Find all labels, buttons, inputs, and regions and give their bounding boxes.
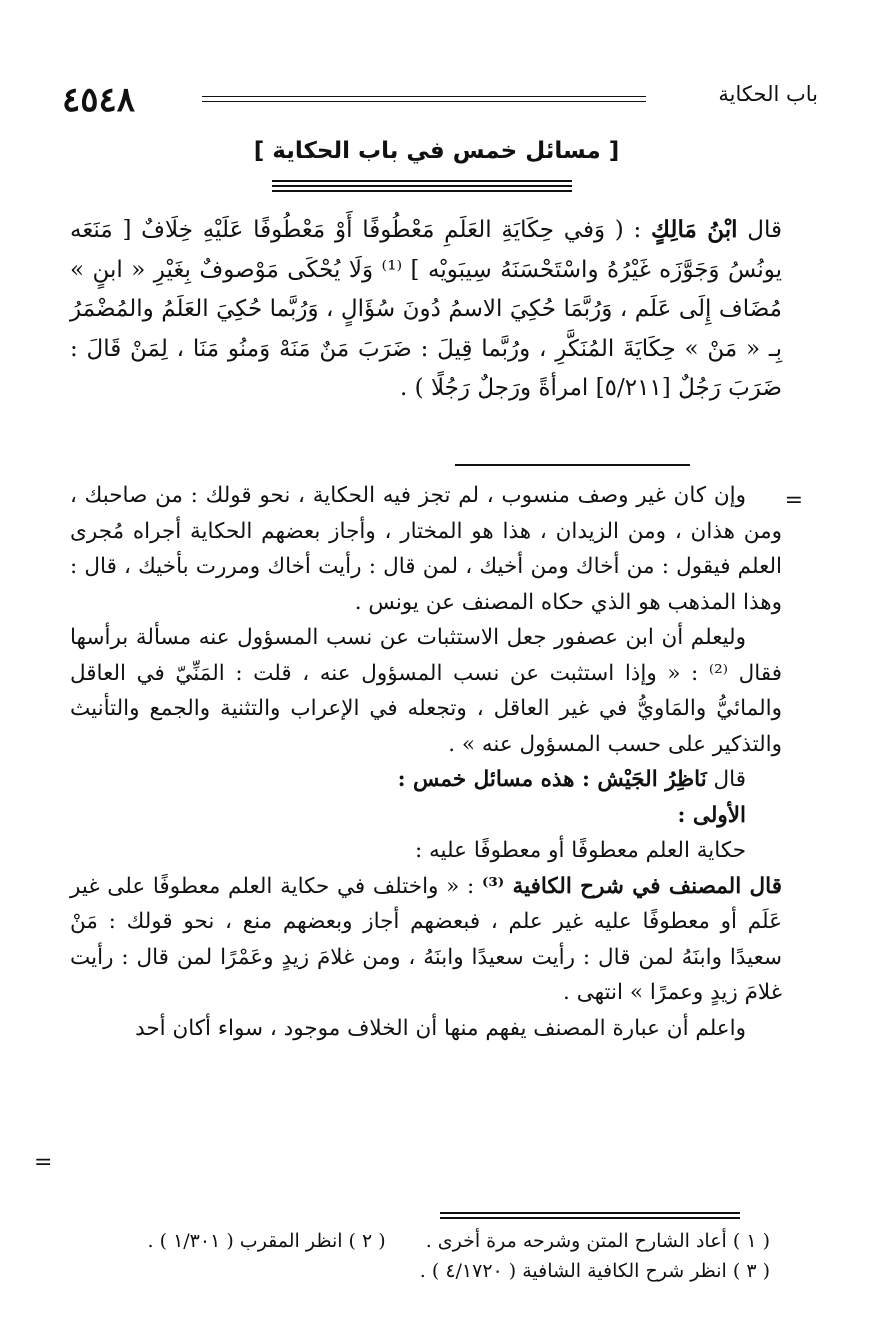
main-body: : ( وَفي حِكَايَةِ العَلَمِ مَعْطُوفًا أَوْ مَعْطُوفًا عَلَيْهِ خِلَافٌ [ مَنَعَه يونُسُ وَجَوَّزَه غَيْرُهُ واسْتَحْسَنَهُ سِيبَويْه ] ⁽¹⁾ وَلَا يُحْكَى مَوْصوفٌ بِغَيْرِ « ابنٍ » مُضَاف إِلَى عَلَم ، وَرُبَّمَا حُكِيَ الاسمُ دُونَ سُؤَالٍ ، وَرُبَّما حُكِيَ العَلَمُ والمُضْمَرُ بِـ « مَنْ » حِكَايَةَ المُنَكَّرِ ، ورُبَّما قِيلَ : ضَرَبَ مَنٌ مَنَهْ وَمنُو مَنَا ، لِمَنْ قَالَ : ضَرَبَ رَجُلٌ [٥/٢١١] امرأةً ورَجلٌ رَجُلًا ) . — [70, 217, 782, 401]
main-paragraph — [70, 210, 782, 409]
nazir-line — [70, 762, 782, 798]
chapter-title: باب الحكاية — [718, 82, 818, 106]
footnote-row — [130, 1256, 770, 1286]
main-lead: قال — [737, 217, 783, 243]
sharh-body: : « واختلف في حكاية العلم معطوفًا على غير عَلَم أو معطوفًا عليه غير علم ، فبعضهم أجاز وبعضهم منع ، نحو قولك : مَنْ سعيدًا وابنَهُ لمن قال : رأيت سعيدًا وابنَهُ ، ومن غلامَ زيدٍ وعَمْرًا لمن قال : رأيت غلامَ زيدٍ وعمرًا » انتهى . — [70, 873, 782, 1005]
nazir-lead: قال — [706, 767, 746, 792]
footnote-3: ( ٣ ) انظر شرح الكافية الشافية ( ٤/١٧٢٠ ) . — [419, 1260, 770, 1282]
continuation-mark: = — [784, 488, 803, 513]
header-rule — [202, 96, 646, 102]
heading-rule — [272, 180, 572, 195]
sharh-paragraph — [70, 869, 782, 1011]
last-line: واعلم أن عبارة المصنف يفهم منها أن الخلاف موجود ، سواء أكان أحد — [135, 1015, 746, 1041]
text-divider — [455, 464, 690, 466]
section-heading: [ مسائل خمس في باب الحكاية ] — [253, 138, 620, 164]
author-name: ابْنُ مَالِكٍ — [651, 216, 738, 243]
commentary — [70, 478, 782, 1046]
running-header — [62, 80, 818, 120]
footnote-2: ( ٢ ) انظر المقرب ( ١/٣٠١ ) . — [147, 1230, 386, 1252]
commentary-paragraph-1: وإن كان غير وصف منسوب ، لم تجز فيه الحكاية ، نحو قولك : من صاحبك ، ومن هذان ، ومن الزيدان ، هذا هو المختار ، وأجاز بعضهم الحكاية أجراه مُجرى العلم فيقول : من أخاك ومن أخيك ، لمن قال : رأيت أخاك ومررت بأخيك ، قال : وهذا المذهب هو الذي حكاه المصنف عن يونس . — [70, 483, 782, 615]
nazir-rest: : هذه مسائل خمس : — [397, 767, 598, 792]
main-text — [70, 210, 782, 409]
nazir-name: نَاظِرُ الجَيْش — [597, 767, 707, 792]
footnotes — [130, 1226, 770, 1286]
footnote-divider — [440, 1212, 740, 1222]
page-number: ٤٥٤٨ — [62, 80, 136, 120]
footnote-row — [130, 1226, 770, 1256]
commentary-paragraph-2: وليعلم أن ابن عصفور جعل الاستثبات عن نسب المسؤول عنه مسألة برأسها فقال ⁽²⁾ : « وإذا استثبت عن نسب المسؤول عنه ، قلت : المَنِّيّ في العاقل والمائيُّ والمَاويُّ في غير العاقل ، وتجعله في الإعراب والتثنية والجمع والتأنيث والتذكير على حسب المسؤول عنه » . — [70, 625, 782, 757]
footnote-1: ( ١ ) أعاد الشارح المتن وشرحه مرة أخرى . — [425, 1230, 770, 1252]
sharh-lead: قال المصنف في شرح الكافية ⁽³⁾ — [481, 873, 782, 899]
first-issue-label: الأولى : — [677, 802, 746, 828]
first-issue-topic: حكاية العلم معطوفًا أو معطوفًا عليه : — [414, 838, 746, 863]
end-continuation-mark: = — [34, 1150, 53, 1175]
